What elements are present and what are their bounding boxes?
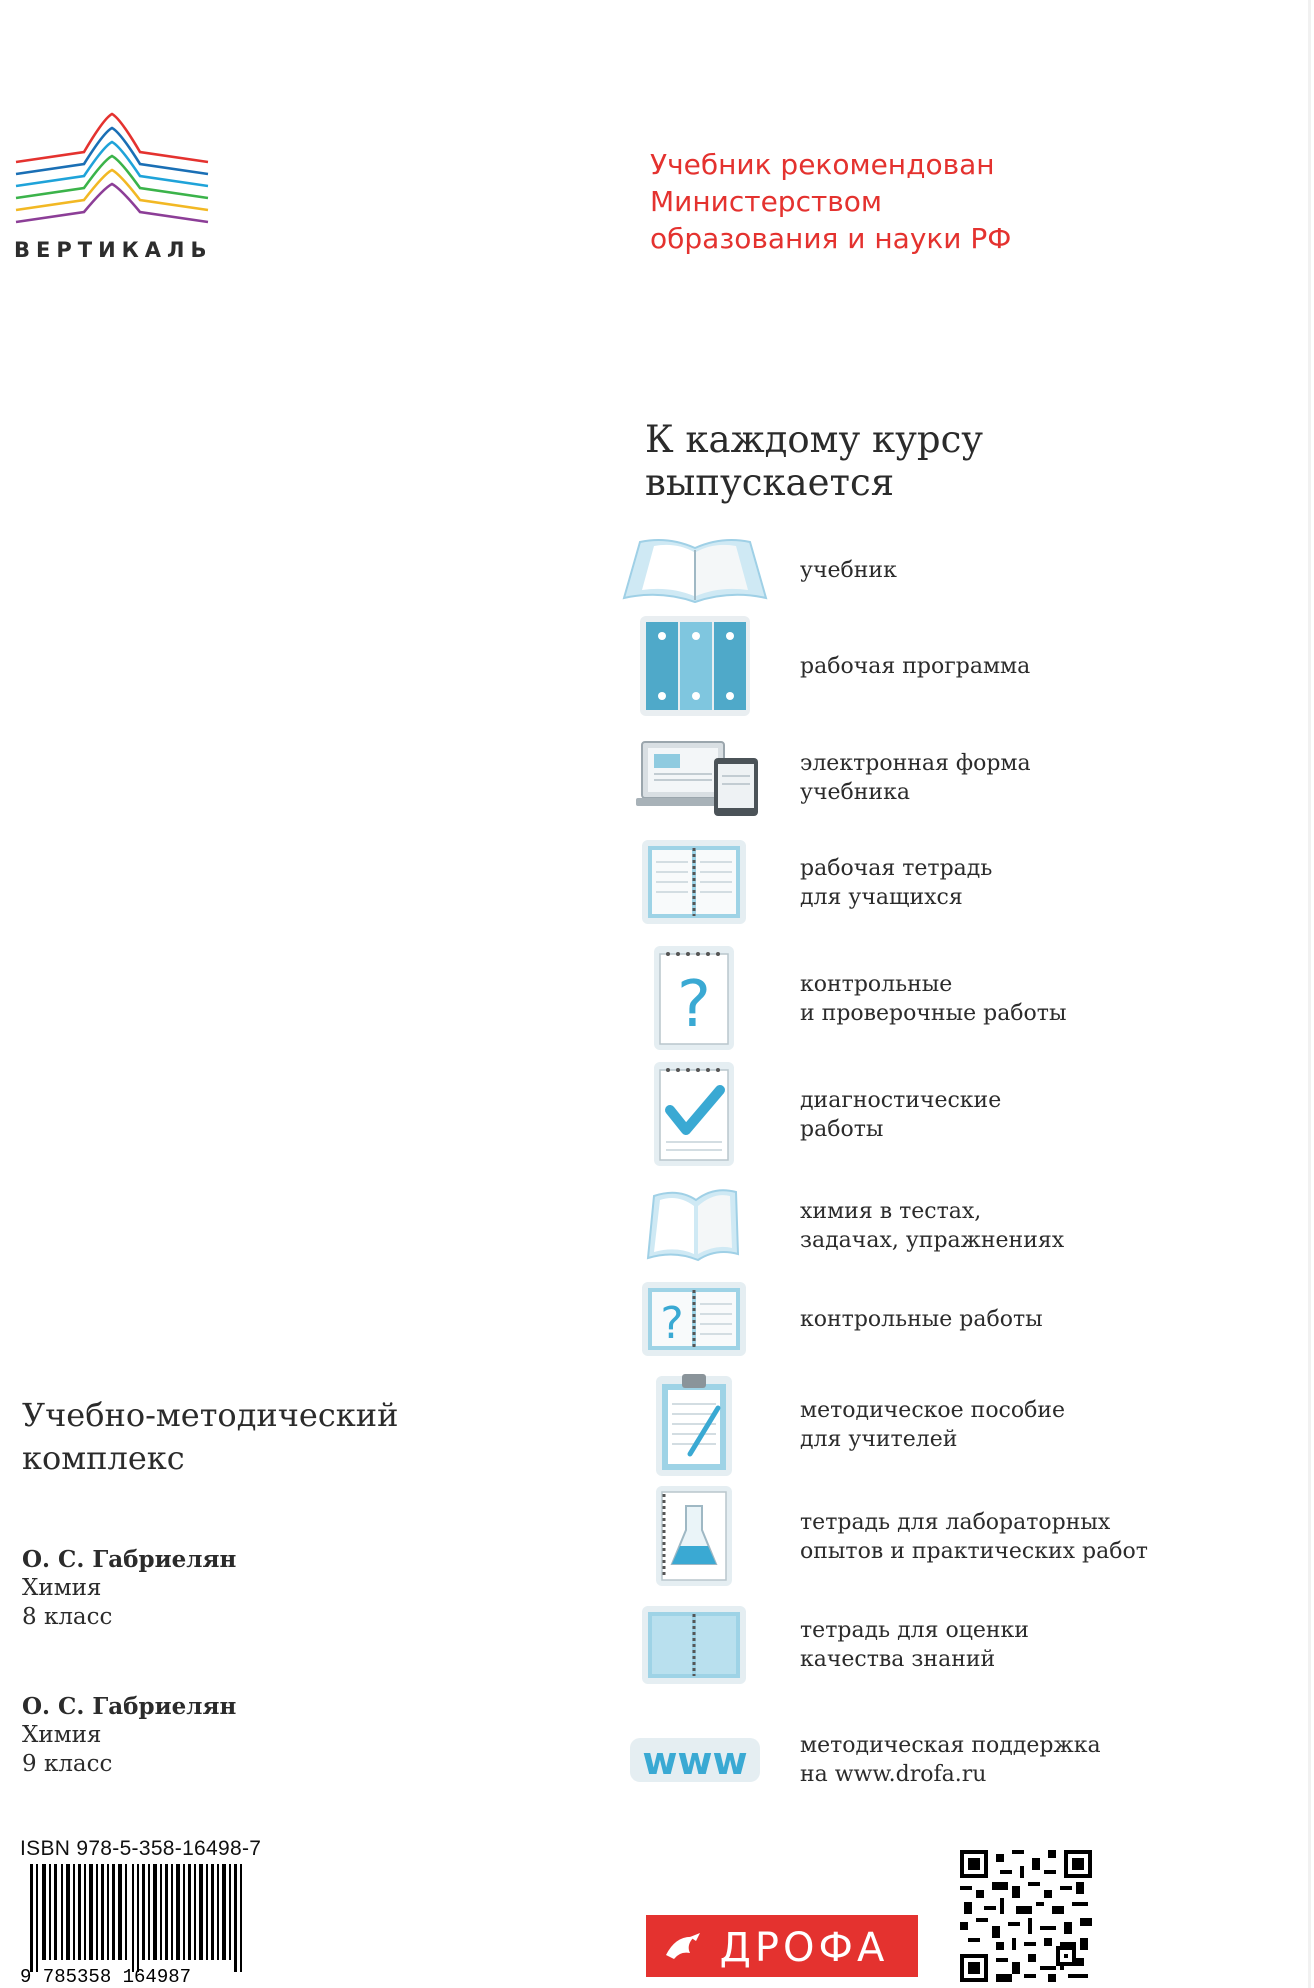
course-heading-line: К каждому курсу bbox=[645, 418, 984, 461]
course-item-text: для учителей bbox=[800, 1427, 958, 1452]
course-item-label bbox=[800, 1370, 1270, 1480]
clipboard-icon bbox=[620, 1370, 770, 1480]
barcode-digits: 9 785358 164987 bbox=[20, 1966, 192, 1984]
blue-workbook-icon bbox=[620, 1604, 770, 1686]
publisher-logo bbox=[646, 1915, 918, 1977]
course-item-text: методическая поддержка bbox=[800, 1733, 1101, 1758]
course-item-teacher-guide bbox=[620, 1370, 1280, 1480]
qr-code bbox=[960, 1850, 1092, 1982]
course-item-lab-notebook bbox=[620, 1484, 1280, 1590]
course-item-chem-tests bbox=[620, 1184, 1280, 1268]
course-item-text: качества знаний bbox=[800, 1647, 996, 1672]
course-item-label bbox=[800, 1184, 1270, 1268]
course-item-text: на www.drofa.ru bbox=[800, 1762, 987, 1787]
course-item-text: методическое пособие bbox=[800, 1398, 1066, 1423]
course-item-text: рабочая тетрадь bbox=[800, 856, 993, 881]
course-item-text: учебника bbox=[800, 780, 910, 805]
binders-icon bbox=[620, 614, 770, 718]
book-subject: Химия bbox=[22, 1722, 102, 1748]
course-item-text: рабочая программа bbox=[800, 653, 1031, 679]
publisher-series-logo bbox=[14, 112, 213, 262]
course-item-label bbox=[800, 1060, 1270, 1170]
course-item-text: тетрадь для лабораторных bbox=[800, 1510, 1111, 1535]
publisher-name: ДРОФА bbox=[719, 1925, 889, 1971]
course-item-text: химия в тестах, bbox=[800, 1199, 982, 1224]
course-item-tests bbox=[620, 944, 1280, 1054]
barcode bbox=[20, 1864, 264, 1984]
svg-text:?: ? bbox=[677, 968, 711, 1042]
course-heading bbox=[645, 418, 1065, 504]
svg-text:?: ? bbox=[660, 1298, 684, 1349]
logo-text: ВЕРТИКАЛЬ bbox=[14, 238, 213, 262]
course-heading-line: выпускается bbox=[645, 461, 895, 504]
course-item-program bbox=[620, 614, 1280, 718]
umk-line: комплекс bbox=[22, 1439, 185, 1477]
course-item-text: диагностические bbox=[800, 1088, 1002, 1113]
course-item-e-form bbox=[620, 736, 1280, 820]
flask-notepad-icon bbox=[620, 1484, 770, 1590]
devices-icon bbox=[620, 736, 770, 820]
roof-lines-icon bbox=[14, 112, 210, 232]
book-entry bbox=[22, 1545, 402, 1632]
course-item-text: опытов и практических работ bbox=[800, 1539, 1148, 1564]
course-item-label bbox=[800, 532, 1270, 608]
recommendation-line: Министерством bbox=[650, 185, 883, 218]
course-item-text: контрольные работы bbox=[800, 1306, 1043, 1332]
course-item-text: тетрадь для оценки bbox=[800, 1618, 1029, 1643]
course-item-assessment bbox=[620, 1604, 1280, 1686]
course-item-label bbox=[800, 614, 1270, 718]
course-item-textbook bbox=[620, 532, 1280, 608]
book-grade: 8 класс bbox=[22, 1604, 113, 1630]
course-item-workbook bbox=[620, 838, 1280, 928]
course-item-label bbox=[800, 1724, 1270, 1796]
checkmark-notepad-icon bbox=[620, 1060, 770, 1170]
course-item-text: задачах, упражнениях bbox=[800, 1228, 1065, 1253]
isbn-text: ISBN 978-5-358-16498-7 bbox=[20, 1837, 262, 1860]
book-author: О. С. Габриелян bbox=[22, 1693, 237, 1720]
question-notepad-icon bbox=[620, 944, 770, 1054]
umk-line: Учебно-методический bbox=[22, 1396, 399, 1434]
course-item-label bbox=[800, 1484, 1270, 1590]
course-item-text: контрольные bbox=[800, 972, 953, 997]
course-item-diagnostic bbox=[620, 1060, 1280, 1170]
course-item-label bbox=[800, 1280, 1270, 1358]
recommendation-line: Учебник рекомендован bbox=[650, 148, 995, 181]
course-item-text: и проверочные работы bbox=[800, 1001, 1067, 1026]
book-author: О. С. Габриелян bbox=[22, 1546, 237, 1573]
course-item-text: учебник bbox=[800, 557, 897, 583]
course-item-text: для учащихся bbox=[800, 885, 963, 910]
book-grade: 9 класс bbox=[22, 1751, 113, 1777]
cover-edge bbox=[1308, 0, 1311, 1988]
course-item-web-support bbox=[620, 1724, 1280, 1796]
book-entry bbox=[22, 1692, 402, 1779]
open-book-small-icon bbox=[620, 1184, 770, 1268]
umk-heading bbox=[22, 1394, 462, 1480]
www-icon-text: www bbox=[642, 1739, 748, 1783]
course-item-text: электронная форма bbox=[800, 751, 1031, 776]
recommendation-line: образования и науки РФ bbox=[650, 222, 1012, 255]
open-book-icon bbox=[620, 532, 770, 608]
www-icon bbox=[620, 1724, 770, 1796]
course-item-label bbox=[800, 838, 1270, 928]
course-item-control bbox=[620, 1280, 1280, 1358]
workbook-icon bbox=[620, 838, 770, 928]
course-item-label bbox=[800, 944, 1270, 1054]
book-subject: Химия bbox=[22, 1575, 102, 1601]
ministry-recommendation bbox=[650, 146, 1170, 257]
course-item-label bbox=[800, 736, 1270, 820]
question-workbook-icon bbox=[620, 1280, 770, 1358]
course-item-label bbox=[800, 1604, 1270, 1686]
course-item-text: работы bbox=[800, 1117, 884, 1142]
